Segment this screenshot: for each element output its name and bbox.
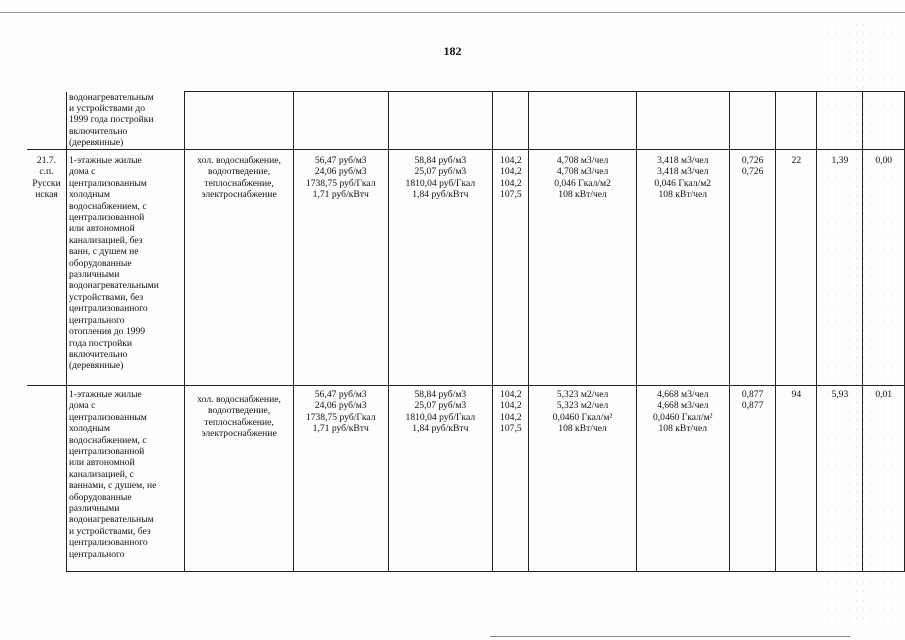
cell-norm-a: 4,708 м3/чел 4,708 м3/чел 0,046 Гкал/м2 108 кВт/чел: [529, 150, 636, 386]
cell-norm-b: [636, 92, 729, 150]
cell-index: 104,2 104,2 104,2 107,5: [493, 386, 529, 572]
cell-norm-a: [529, 92, 636, 150]
cell-id: 21.7. с.п. Русски нская: [27, 150, 66, 386]
cell-coefficient: 0,877 0,877: [729, 386, 775, 572]
cell-col11: 1,39: [817, 150, 863, 386]
cell-tariff-2023: 56,47 руб/м3 24,06 руб/м3 1738,75 руб/Гкал 1,71 руб/кВтч: [293, 150, 388, 386]
cell-services: [185, 92, 294, 150]
cell-tariff-2023: 56,47 руб/м3 24,06 руб/м3 1738,75 руб/Гкал 1,71 руб/кВтч: [293, 386, 388, 572]
cell-col10: 94: [776, 386, 817, 572]
cell-col10: 22: [776, 150, 817, 386]
scan-top-edge: [0, 12, 905, 13]
scan-bottom-edge: [490, 636, 850, 637]
table-row: [27, 386, 905, 572]
page-number: 182: [443, 44, 462, 58]
cell-services: хол. водоснабжение, водоотведение, теплоснабжение, электроснабжение: [185, 386, 294, 572]
table-row: [27, 150, 905, 386]
cell-col12: 0,01: [863, 386, 905, 572]
cell-house-type: 1-этажные жилые дома с централизованным холодным водоснабжением, с централизованной или автономной канализацией, без ванн, с душем не оборудованные различными водонагревательными устройствами, без централизованного центрального отопления до 1999 года постройки включительно (деревянные): [66, 150, 184, 386]
table-row: [27, 92, 905, 150]
cell-house-type: водонагревательным и устройствами до 1999 года постройки включительно (деревянные): [66, 92, 184, 150]
cell-tariff-2024: 58,84 руб/м3 25,07 руб/м3 1810,04 руб/Гкал 1,84 руб/кВтч: [388, 150, 493, 386]
cell-services: хол. водоснабжение, водоотведение, теплоснабжение, электроснабжение: [185, 150, 294, 386]
cell-tariff-2023: [293, 92, 388, 150]
cell-col10: [776, 92, 817, 150]
cell-norm-b: 3,418 м3/чел 3,418 м3/чел 0,046 Гкал/м2 108 кВт/чел: [636, 150, 729, 386]
cell-norm-b: 4,668 м3/чел 4,668 м3/чел 0,0460 Гкал/м² 108 кВт/чел: [636, 386, 729, 572]
cell-id: [27, 386, 66, 572]
cell-tariff-2024: [388, 92, 493, 150]
cell-col11: 5,93: [817, 386, 863, 572]
tariff-table: [27, 91, 905, 572]
cell-col12: 0,00: [863, 150, 905, 386]
cell-index: 104,2 104,2 104,2 107,5: [493, 150, 529, 386]
cell-id: [27, 92, 66, 150]
cell-index: [493, 92, 529, 150]
cell-coefficient: [729, 92, 775, 150]
cell-tariff-2024: 58,84 руб/м3 25,07 руб/м3 1810,04 руб/Гкал 1,84 руб/кВтч: [388, 386, 493, 572]
cell-col12: [863, 92, 905, 150]
cell-coefficient: 0,726 0,726: [729, 150, 775, 386]
cell-norm-a: 5,323 м2/чел 5,323 м2/чел 0,0460 Гкал/м² 108 кВт/чел: [529, 386, 636, 572]
cell-col11: [817, 92, 863, 150]
cell-house-type: 1-этажные жилые дома с централизованным холодным водоснабжением, с централизованной или автономной канализацией, с ваннами, с душем, не оборудованные различными водонагревательным и устройствами, без централизованного центрального: [66, 386, 184, 572]
